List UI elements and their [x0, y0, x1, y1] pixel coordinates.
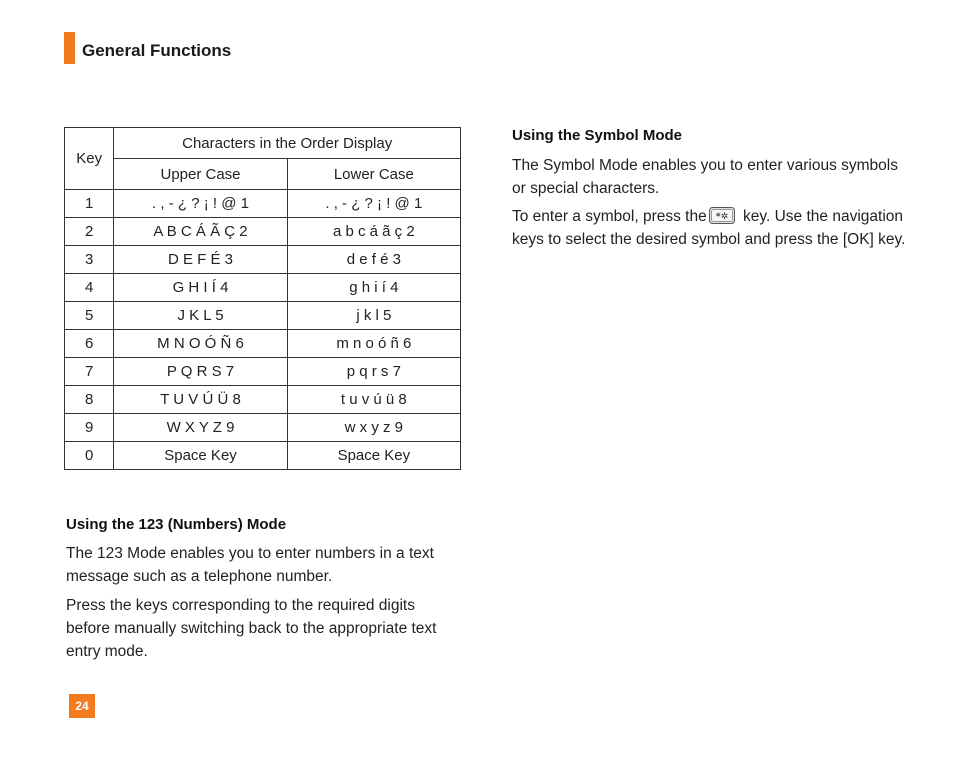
upper-case-cell: W X Y Z 9 — [114, 414, 287, 442]
upper-case-cell: P Q R S 7 — [114, 358, 287, 386]
numbers-mode-title: Using the 123 (Numbers) Mode — [66, 516, 287, 533]
upper-case-cell: D E F É 3 — [114, 246, 287, 274]
table-row — [65, 218, 461, 246]
star-key-icon — [709, 207, 735, 224]
table-row — [65, 386, 461, 414]
upper-case-header: Upper Case — [114, 159, 287, 190]
table-row — [65, 274, 461, 302]
header-title: General Functions — [82, 41, 232, 60]
upper-case-cell: M N O Ó Ñ 6 — [114, 330, 287, 358]
key-cell: 6 — [65, 330, 114, 358]
table-row — [65, 190, 461, 218]
svg-text:*✲: *✲ — [715, 212, 728, 222]
header-accent-bar — [64, 32, 75, 64]
upper-case-cell: T U V Ú Ü 8 — [114, 386, 287, 414]
upper-case-cell: G H I Í 4 — [114, 274, 287, 302]
upper-case-cell: A B C Á Ã Ç 2 — [114, 218, 287, 246]
key-column-header: Key — [65, 128, 114, 190]
table-row — [65, 358, 461, 386]
lower-case-cell: d e f é 3 — [287, 246, 460, 274]
key-cell: 4 — [65, 274, 114, 302]
key-cell: 7 — [65, 358, 114, 386]
symbol-mode-para-2-end: key. Use the navigation keys to select the desired symbol and press the [OK] key. — [512, 208, 906, 248]
key-cell: 2 — [65, 218, 114, 246]
symbol-mode-para-1: The Symbol Mode enables you to enter various symbols or special characters. — [512, 157, 898, 197]
key-cell: 0 — [65, 442, 114, 470]
lower-case-cell: Space Key — [287, 442, 460, 470]
lower-case-header: Lower Case — [287, 159, 460, 190]
table-body — [65, 190, 461, 470]
lower-case-cell: m n o ó ñ 6 — [287, 330, 460, 358]
numbers-mode-para-2: Press the keys corresponding to the required digits before manually switching back to the appropriate text entry mode. — [66, 597, 437, 660]
symbol-mode-para-2-start: To enter a symbol, press the — [512, 208, 707, 225]
key-cell: 5 — [65, 302, 114, 330]
key-cell: 3 — [65, 246, 114, 274]
upper-case-cell: Space Key — [114, 442, 287, 470]
lower-case-cell: a b c á ã ç 2 — [287, 218, 460, 246]
key-cell: 1 — [65, 190, 114, 218]
symbol-mode-title: Using the Symbol Mode — [512, 127, 683, 144]
lower-case-cell: p q r s 7 — [287, 358, 460, 386]
lower-case-cell: . , - ¿ ? ¡ ! @ 1 — [287, 190, 460, 218]
lower-case-cell: t u v ú ü 8 — [287, 386, 460, 414]
table-row — [65, 330, 461, 358]
numbers-mode-para-1: The 123 Mode enables you to enter numbers in a text message such as a telephone number. — [66, 545, 434, 585]
table-row — [65, 246, 461, 274]
lower-case-cell: w x y z 9 — [287, 414, 460, 442]
symbol-mode-para-2 — [512, 205, 907, 251]
upper-case-cell: . , - ¿ ? ¡ ! @ 1 — [114, 190, 287, 218]
key-character-table — [64, 127, 461, 470]
upper-case-cell: J K L 5 — [114, 302, 287, 330]
table-row — [65, 442, 461, 470]
table-row — [65, 302, 461, 330]
key-cell: 9 — [65, 414, 114, 442]
lower-case-cell: j k l 5 — [287, 302, 460, 330]
lower-case-cell: g h i í 4 — [287, 274, 460, 302]
table-row — [65, 414, 461, 442]
page-number: 24 — [69, 694, 95, 718]
key-cell: 8 — [65, 386, 114, 414]
characters-group-header: Characters in the Order Display — [114, 128, 461, 159]
